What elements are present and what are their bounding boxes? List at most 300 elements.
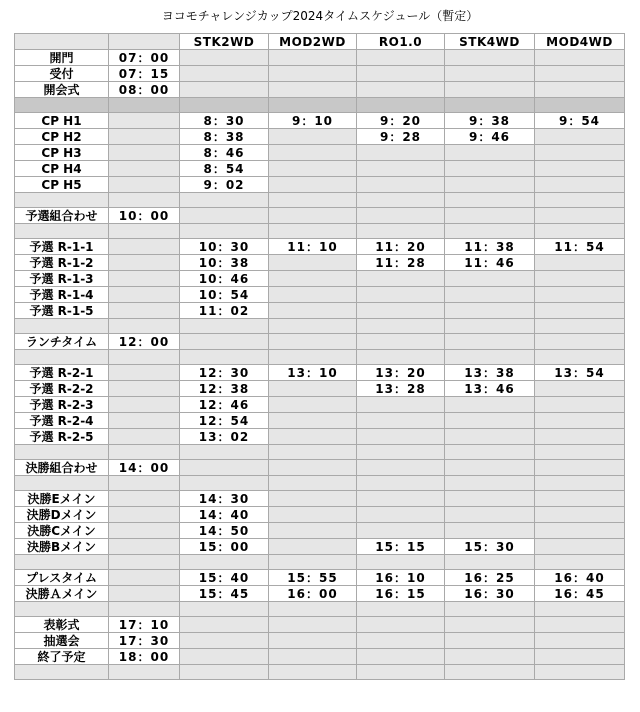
separator-cell: [109, 602, 180, 617]
schedule-row: [15, 617, 625, 633]
class-time-cell: 11：38: [445, 239, 535, 255]
class-time-cell: [269, 287, 357, 303]
class-time-cell: [357, 66, 445, 82]
separator-cell: [357, 98, 445, 113]
event-time: [109, 539, 180, 555]
class-time-cell: [535, 177, 625, 193]
schedule-row: [15, 429, 625, 445]
separator-cell: [445, 98, 535, 113]
event-time: [109, 287, 180, 303]
schedule-row: [15, 239, 625, 255]
class-time-cell: [357, 429, 445, 445]
class-time-cell: 15：15: [357, 539, 445, 555]
class-time-cell: [269, 523, 357, 539]
class-time-cell: [269, 255, 357, 271]
class-time-cell: [357, 303, 445, 319]
separator-cell: [445, 555, 535, 570]
event-time: [109, 161, 180, 177]
schedule-row: [15, 491, 625, 507]
class-time-cell: [535, 633, 625, 649]
event-time: [109, 586, 180, 602]
class-time-cell: 15：40: [180, 570, 269, 586]
class-time-cell: 11：46: [445, 255, 535, 271]
column-header: MOD4WD: [535, 34, 625, 50]
class-time-cell: [357, 208, 445, 224]
separator-cell: [535, 445, 625, 460]
event-time: [109, 255, 180, 271]
event-time: [109, 145, 180, 161]
class-time-cell: [269, 397, 357, 413]
class-time-cell: [535, 381, 625, 397]
class-time-cell: [269, 129, 357, 145]
event-time: 18：00: [109, 649, 180, 665]
class-time-cell: [269, 271, 357, 287]
class-time-cell: [180, 208, 269, 224]
schedule-row: [15, 381, 625, 397]
class-time-cell: 11：02: [180, 303, 269, 319]
class-time-cell: [269, 82, 357, 98]
class-time-cell: 13：28: [357, 381, 445, 397]
separator-cell: [445, 665, 535, 680]
class-time-cell: [445, 491, 535, 507]
class-time-cell: 11：54: [535, 239, 625, 255]
separator-cell: [269, 665, 357, 680]
separator-cell: [109, 319, 180, 334]
class-time-cell: 15：45: [180, 586, 269, 602]
separator-cell: [109, 555, 180, 570]
class-time-cell: 16：40: [535, 570, 625, 586]
class-time-cell: 9：38: [445, 113, 535, 129]
class-time-cell: [357, 50, 445, 66]
class-time-cell: 15：00: [180, 539, 269, 555]
separator-cell: [357, 665, 445, 680]
event-label: ランチタイム: [15, 334, 109, 350]
class-time-cell: [535, 145, 625, 161]
class-time-cell: [445, 82, 535, 98]
separator-cell: [180, 445, 269, 460]
separator-row: [15, 98, 625, 113]
class-time-cell: [357, 271, 445, 287]
class-time-cell: 9：54: [535, 113, 625, 129]
class-time-cell: [445, 397, 535, 413]
class-time-cell: [445, 334, 535, 350]
event-label: 予選 R-2-3: [15, 397, 109, 413]
class-time-cell: [535, 50, 625, 66]
class-time-cell: [269, 161, 357, 177]
class-time-cell: [445, 523, 535, 539]
class-time-cell: [357, 161, 445, 177]
class-time-cell: [180, 334, 269, 350]
event-time: [109, 507, 180, 523]
class-time-cell: [180, 633, 269, 649]
class-time-cell: [445, 507, 535, 523]
class-time-cell: [357, 491, 445, 507]
event-time: 12：00: [109, 334, 180, 350]
separator-cell: [180, 98, 269, 113]
separator-cell: [445, 193, 535, 208]
schedule-row: [15, 145, 625, 161]
class-time-cell: 9：28: [357, 129, 445, 145]
schedule-row: [15, 397, 625, 413]
class-time-cell: 16：00: [269, 586, 357, 602]
class-time-cell: [269, 429, 357, 445]
schedule-row: [15, 334, 625, 350]
class-time-cell: [535, 66, 625, 82]
class-time-cell: [357, 177, 445, 193]
event-label: プレスタイム: [15, 570, 109, 586]
class-time-cell: 14：50: [180, 523, 269, 539]
separator-cell: [180, 193, 269, 208]
class-time-cell: [357, 523, 445, 539]
separator-row: [15, 319, 625, 334]
event-label: 予選 R-2-2: [15, 381, 109, 397]
class-time-cell: 9：46: [445, 129, 535, 145]
class-time-cell: 10：38: [180, 255, 269, 271]
schedule-row: [15, 633, 625, 649]
event-label: CP H2: [15, 129, 109, 145]
class-time-cell: [535, 649, 625, 665]
separator-cell: [109, 476, 180, 491]
schedule-row: [15, 66, 625, 82]
column-header: STK2WD: [180, 34, 269, 50]
class-time-cell: [535, 208, 625, 224]
separator-cell: [109, 445, 180, 460]
class-time-cell: [269, 145, 357, 161]
class-time-cell: 16：30: [445, 586, 535, 602]
class-time-cell: [357, 649, 445, 665]
event-label: 決勝Dメイン: [15, 507, 109, 523]
class-time-cell: 11：10: [269, 239, 357, 255]
separator-cell: [269, 193, 357, 208]
class-time-cell: [357, 287, 445, 303]
schedule-row: [15, 50, 625, 66]
class-time-cell: [180, 50, 269, 66]
separator-cell: [445, 319, 535, 334]
separator-cell: [269, 224, 357, 239]
event-label: CP H3: [15, 145, 109, 161]
separator-cell: [15, 476, 109, 491]
class-time-cell: [535, 334, 625, 350]
event-label: 開門: [15, 50, 109, 66]
separator-cell: [445, 602, 535, 617]
class-time-cell: 13：46: [445, 381, 535, 397]
schedule-row: [15, 271, 625, 287]
event-time: [109, 570, 180, 586]
class-time-cell: [535, 507, 625, 523]
class-time-cell: [445, 66, 535, 82]
event-label: 予選 R-2-4: [15, 413, 109, 429]
separator-cell: [109, 193, 180, 208]
event-time: 10：00: [109, 208, 180, 224]
separator-cell: [535, 193, 625, 208]
separator-cell: [15, 602, 109, 617]
separator-row: [15, 476, 625, 491]
class-time-cell: [269, 633, 357, 649]
class-time-cell: [269, 460, 357, 476]
separator-cell: [269, 555, 357, 570]
class-time-cell: [445, 649, 535, 665]
separator-cell: [180, 319, 269, 334]
class-time-cell: 8：38: [180, 129, 269, 145]
class-time-cell: [180, 649, 269, 665]
column-header: STK4WD: [445, 34, 535, 50]
class-time-cell: 8：54: [180, 161, 269, 177]
class-time-cell: [357, 617, 445, 633]
event-label: 予選 R-2-5: [15, 429, 109, 445]
event-label: 予選 R-2-1: [15, 365, 109, 381]
class-time-cell: [445, 460, 535, 476]
event-time: 08：00: [109, 82, 180, 98]
event-label: 抽選会: [15, 633, 109, 649]
class-time-cell: [180, 460, 269, 476]
event-time: 07：15: [109, 66, 180, 82]
separator-cell: [15, 98, 109, 113]
class-time-cell: [535, 303, 625, 319]
event-time: [109, 523, 180, 539]
separator-cell: [180, 555, 269, 570]
separator-cell: [180, 476, 269, 491]
separator-cell: [357, 193, 445, 208]
class-time-cell: [357, 145, 445, 161]
class-time-cell: [180, 617, 269, 633]
separator-cell: [535, 98, 625, 113]
class-time-cell: [535, 539, 625, 555]
class-time-cell: [357, 334, 445, 350]
event-label: 決勝組合わせ: [15, 460, 109, 476]
class-time-cell: [180, 66, 269, 82]
separator-cell: [180, 602, 269, 617]
class-time-cell: [269, 50, 357, 66]
class-time-cell: [535, 491, 625, 507]
schedule-title: ヨコモチャレンジカップ2024タイムスケジュール（暫定）: [161, 9, 479, 23]
event-time: [109, 365, 180, 381]
event-label: 予選 R-1-1: [15, 239, 109, 255]
event-time: [109, 177, 180, 193]
class-time-cell: 9：10: [269, 113, 357, 129]
event-time: 07：00: [109, 50, 180, 66]
separator-cell: [269, 476, 357, 491]
class-time-cell: 15：30: [445, 539, 535, 555]
class-time-cell: [535, 413, 625, 429]
event-time: [109, 271, 180, 287]
separator-cell: [535, 350, 625, 365]
schedule-table: [14, 33, 625, 680]
separator-row: [15, 555, 625, 570]
class-time-cell: [535, 397, 625, 413]
separator-cell: [269, 445, 357, 460]
class-time-cell: 13：54: [535, 365, 625, 381]
separator-cell: [15, 193, 109, 208]
schedule-row: [15, 570, 625, 586]
class-time-cell: [357, 82, 445, 98]
class-time-cell: 14：40: [180, 507, 269, 523]
schedule-row: [15, 365, 625, 381]
separator-cell: [109, 224, 180, 239]
class-time-cell: [445, 413, 535, 429]
class-time-cell: [535, 161, 625, 177]
event-time: [109, 429, 180, 445]
separator-row: [15, 665, 625, 680]
class-time-cell: 16：15: [357, 586, 445, 602]
class-time-cell: 10：54: [180, 287, 269, 303]
class-time-cell: 13：10: [269, 365, 357, 381]
class-time-cell: [269, 413, 357, 429]
header-blank-cell: [109, 34, 180, 50]
class-time-cell: [445, 161, 535, 177]
event-time: [109, 413, 180, 429]
class-time-cell: [357, 633, 445, 649]
class-time-cell: 13：02: [180, 429, 269, 445]
separator-cell: [15, 665, 109, 680]
separator-cell: [357, 319, 445, 334]
event-label: 予選 R-1-5: [15, 303, 109, 319]
event-label: 決勝Cメイン: [15, 523, 109, 539]
separator-cell: [180, 224, 269, 239]
event-label: CP H5: [15, 177, 109, 193]
separator-row: [15, 350, 625, 365]
class-time-cell: 16：10: [357, 570, 445, 586]
separator-cell: [357, 445, 445, 460]
separator-cell: [357, 350, 445, 365]
separator-cell: [445, 224, 535, 239]
separator-cell: [15, 350, 109, 365]
class-time-cell: [535, 271, 625, 287]
schedule-row: [15, 208, 625, 224]
event-time: [109, 113, 180, 129]
class-time-cell: [269, 303, 357, 319]
event-label: 受付: [15, 66, 109, 82]
class-time-cell: 13：38: [445, 365, 535, 381]
class-time-cell: [445, 617, 535, 633]
event-label: CP H1: [15, 113, 109, 129]
class-time-cell: [535, 460, 625, 476]
schedule-row: [15, 507, 625, 523]
event-label: 決勝Bメイン: [15, 539, 109, 555]
class-time-cell: [180, 82, 269, 98]
event-time: [109, 129, 180, 145]
schedule-row: [15, 287, 625, 303]
class-time-cell: 9：20: [357, 113, 445, 129]
separator-cell: [15, 319, 109, 334]
separator-cell: [269, 98, 357, 113]
separator-cell: [445, 476, 535, 491]
class-time-cell: [535, 429, 625, 445]
schedule-row: [15, 161, 625, 177]
schedule-row: [15, 586, 625, 602]
class-time-cell: [269, 66, 357, 82]
schedule-row: [15, 539, 625, 555]
separator-cell: [15, 224, 109, 239]
separator-cell: [180, 665, 269, 680]
separator-cell: [269, 602, 357, 617]
separator-cell: [357, 555, 445, 570]
event-time: 14：00: [109, 460, 180, 476]
event-label: 終了予定: [15, 649, 109, 665]
separator-cell: [15, 555, 109, 570]
class-time-cell: 12：46: [180, 397, 269, 413]
separator-cell: [445, 350, 535, 365]
class-time-cell: [535, 255, 625, 271]
class-time-cell: [535, 287, 625, 303]
event-time: [109, 303, 180, 319]
class-time-cell: 11：20: [357, 239, 445, 255]
separator-cell: [180, 350, 269, 365]
class-time-cell: [357, 413, 445, 429]
event-label: 予選 R-1-2: [15, 255, 109, 271]
class-time-cell: [269, 208, 357, 224]
class-time-cell: [445, 271, 535, 287]
class-time-cell: [445, 287, 535, 303]
class-time-cell: [535, 82, 625, 98]
event-label: CP H4: [15, 161, 109, 177]
class-time-cell: [269, 177, 357, 193]
schedule-row: [15, 177, 625, 193]
class-time-cell: [269, 507, 357, 523]
separator-cell: [357, 476, 445, 491]
class-time-cell: [269, 491, 357, 507]
separator-row: [15, 193, 625, 208]
separator-cell: [357, 602, 445, 617]
class-time-cell: 8：30: [180, 113, 269, 129]
class-time-cell: 10：46: [180, 271, 269, 287]
class-time-cell: 16：45: [535, 586, 625, 602]
class-time-cell: [357, 460, 445, 476]
class-time-cell: [269, 334, 357, 350]
event-label: 予選 R-1-3: [15, 271, 109, 287]
schedule-row: [15, 460, 625, 476]
class-time-cell: [535, 617, 625, 633]
column-header: MOD2WD: [269, 34, 357, 50]
class-time-cell: [445, 50, 535, 66]
schedule-row: [15, 129, 625, 145]
event-time: [109, 491, 180, 507]
separator-cell: [357, 224, 445, 239]
class-time-cell: [269, 539, 357, 555]
event-label: 決勝Ａメイン: [15, 586, 109, 602]
class-time-cell: [269, 617, 357, 633]
separator-cell: [535, 476, 625, 491]
event-time: [109, 239, 180, 255]
class-time-cell: [269, 649, 357, 665]
class-time-cell: [445, 145, 535, 161]
separator-cell: [269, 350, 357, 365]
separator-row: [15, 602, 625, 617]
separator-cell: [535, 665, 625, 680]
schedule-row: [15, 255, 625, 271]
separator-cell: [445, 445, 535, 460]
class-time-cell: [535, 129, 625, 145]
separator-row: [15, 224, 625, 239]
separator-cell: [109, 350, 180, 365]
separator-cell: [109, 98, 180, 113]
separator-row: [15, 445, 625, 460]
schedule-row: [15, 82, 625, 98]
event-time: 17：10: [109, 617, 180, 633]
column-header: RO1.0: [357, 34, 445, 50]
schedule-row: [15, 303, 625, 319]
schedule-row: [15, 649, 625, 665]
class-time-cell: [445, 633, 535, 649]
event-label: 表彰式: [15, 617, 109, 633]
event-time: [109, 397, 180, 413]
event-label: 予選 R-1-4: [15, 287, 109, 303]
class-time-cell: [357, 397, 445, 413]
separator-cell: [535, 602, 625, 617]
class-time-cell: 15：55: [269, 570, 357, 586]
event-label: 開会式: [15, 82, 109, 98]
schedule-row: [15, 113, 625, 129]
event-time: [109, 381, 180, 397]
